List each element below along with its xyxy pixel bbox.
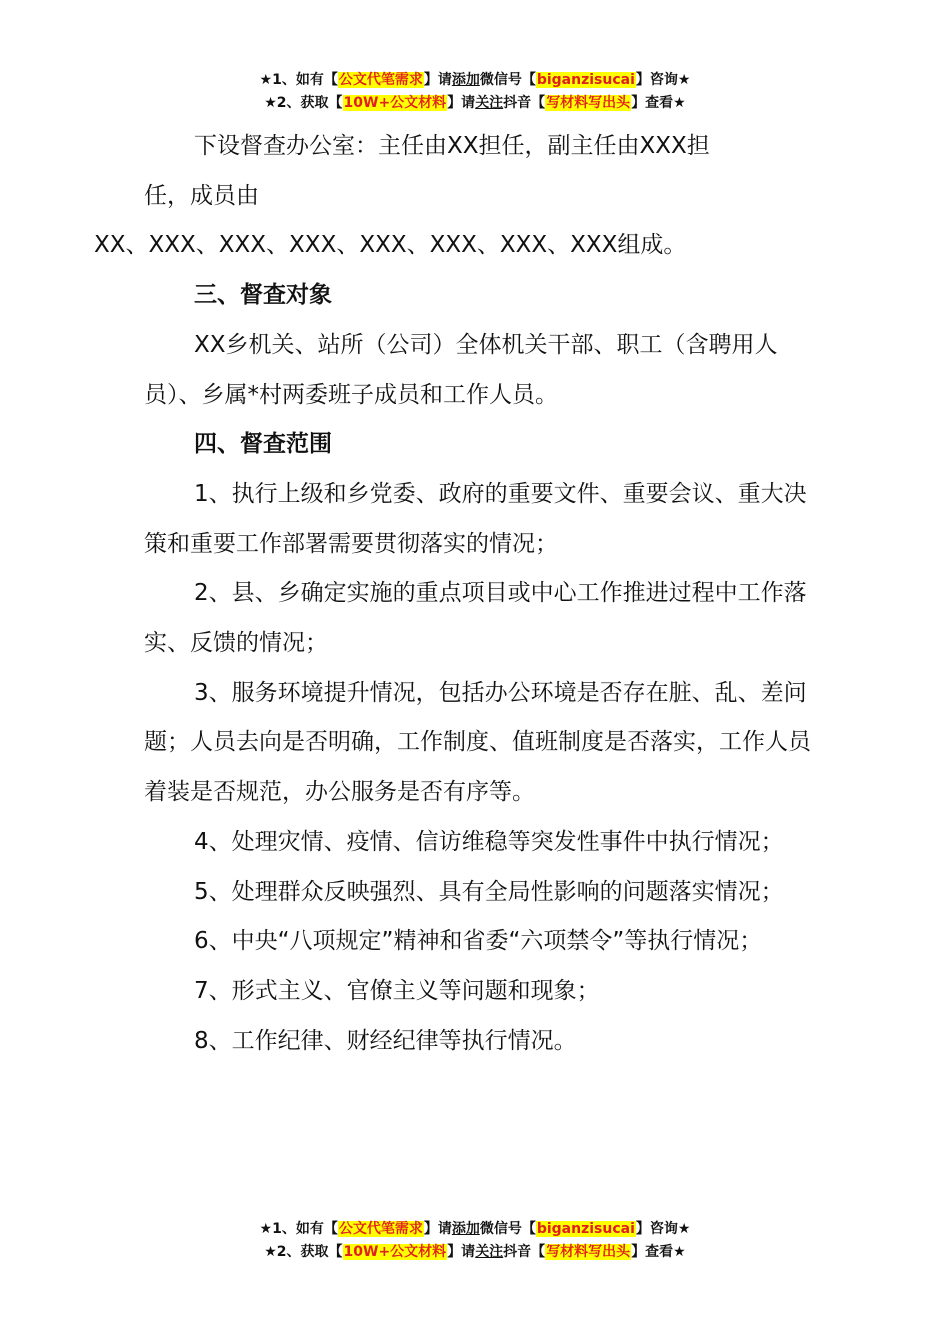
scope-item: 6、中央“八项规定”精神和省委“六项禁令”等执行情况； [194,928,763,955]
promo-underlined-text: 添加 [451,72,480,88]
promo-text: 抖音【 [503,95,546,111]
promo-highlight: 写材料写出头 [546,1244,631,1260]
text-line: XX、XXX、XXX、XXX、XXX、XXX、XXX、XXX组成。 [94,232,687,259]
promo-text: 】查看★ [631,1244,686,1260]
promo-text: 微信号【 [479,72,536,88]
scope-item: 2、县、乡确定实施的重点项目或中心工作推进过程中工作落实、反馈的情况； [144,580,807,657]
paragraph-office [94,122,816,271]
promo-text: 】请 [447,1244,476,1260]
promo-text: 】咨询★ [635,1221,691,1237]
promo-text: ★1、如有【 [259,72,338,88]
promo-highlight: biganzisucai [536,1221,635,1237]
promo-text: 微信号【 [479,1221,536,1237]
scope-item: 5、处理群众反映强烈、具有全局性影响的问题落实情况； [194,878,784,905]
promo-banner-bottom [0,1218,950,1264]
promo-text: 抖音【 [503,1244,546,1260]
promo-highlight: 公文代笔需求 [338,72,423,88]
promo-text: 】请 [447,95,476,111]
promo-underlined-text: 添加 [451,1221,480,1237]
promo-line-1 [0,1218,950,1241]
document-body [94,122,816,1066]
scope-item: 8、工作纪律、财经纪律等执行情况。 [194,1027,577,1054]
text-line: 任，成员由 [144,182,259,209]
promo-text: ★2、获取【 [264,95,343,111]
promo-highlight: 公文代笔需求 [338,1221,423,1237]
text-line: 下设督查办公室：主任由XX担任，副主任由XXX担 [194,133,710,159]
section-heading-targets: 三、督查对象 [194,282,332,309]
promo-highlight: biganzisucai [536,72,635,88]
promo-text: 】咨询★ [635,72,691,88]
promo-text: ★2、获取【 [264,1244,343,1260]
promo-highlight: 10W+公文材料 [343,1244,447,1260]
promo-banner-top [0,69,950,115]
scope-item: 4、处理灾情、疫情、信访维稳等突发性事件中执行情况； [194,828,784,855]
promo-highlight: 10W+公文材料 [343,95,447,111]
paragraph-targets: XX乡机关、站所（公司）全体机关干部、职工（含聘用人员）、乡属*村两委班子成员和工作人员。 [144,331,778,408]
promo-line-1 [0,69,950,92]
promo-line-2 [0,1241,950,1264]
promo-line-2 [0,92,950,115]
promo-text: 】请 [423,1221,452,1237]
scope-item: 1、执行上级和乡党委、政府的重要文件、重要会议、重大决策和重要工作部署需要贯彻落实的情况； [144,480,807,557]
promo-text: ★1、如有【 [259,1221,338,1237]
scope-item: 7、形式主义、官僚主义等问题和现象； [194,977,600,1004]
promo-underlined-text: 关注 [475,95,504,111]
promo-text: 】请 [423,72,452,88]
promo-underlined-text: 关注 [475,1244,504,1260]
scope-item: 3、服务环境提升情况，包括办公环境是否存在脏、乱、差问题；人员去向是否明确，工作制度、值班制度是否落实，工作人员着装是否规范，办公服务是否有序等。 [144,679,811,806]
promo-text: 】查看★ [631,95,686,111]
promo-highlight: 写材料写出头 [546,95,631,111]
section-heading-scope: 四、督查范围 [194,431,332,458]
